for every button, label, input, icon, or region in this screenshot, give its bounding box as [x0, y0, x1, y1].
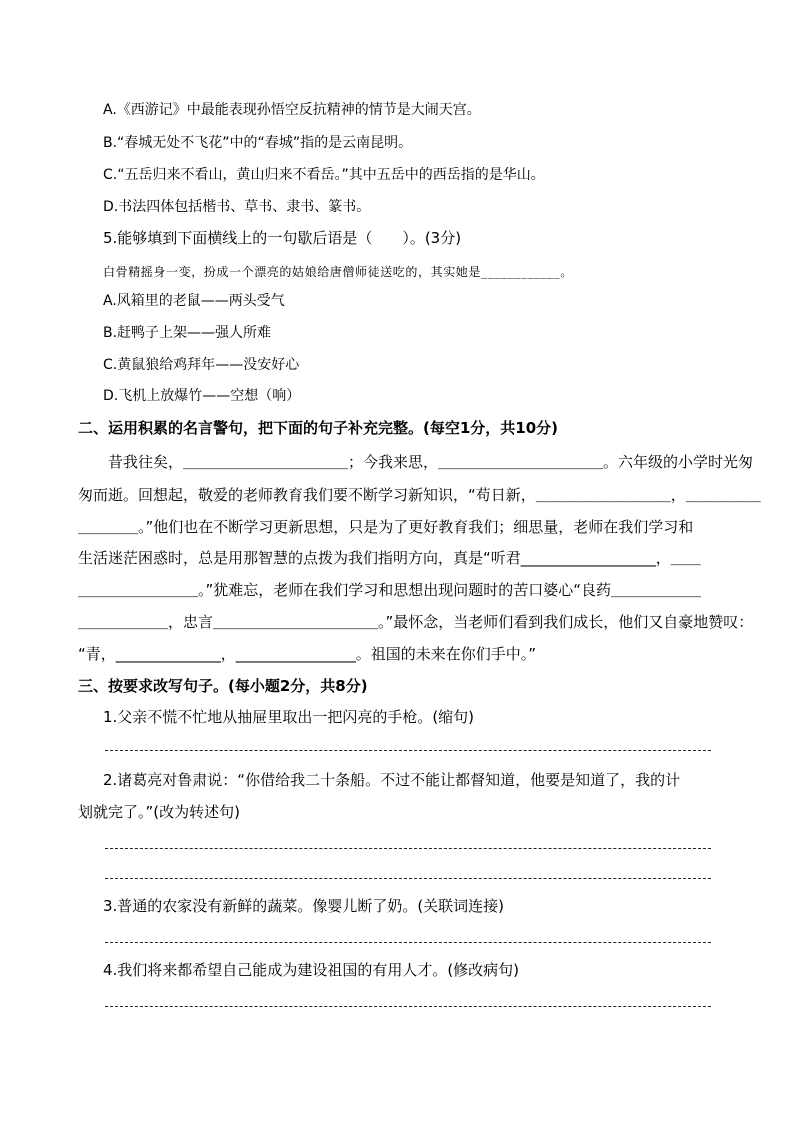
q5-option-d: D.飞机上放爆竹——空想（响） — [103, 388, 301, 404]
section3-q2-line2: 划就完了。”(改为转述句) — [78, 803, 240, 821]
answer-line[interactable] — [105, 878, 711, 879]
q5-option-a: A.风箱里的老鼠——两头受气 — [103, 293, 285, 309]
section2-line: ＿＿＿＿＿＿，忠言＿＿＿＿＿＿＿＿＿＿＿。”最怀念，当老师们看到我们成长，他们又自豪地赞叹： — [78, 613, 754, 631]
q5-option-c: C.黄鼠狼给鸡拜年——没安好心 — [103, 357, 300, 373]
section2-line: ＿＿＿＿。”他们也在不断学习更新思想，只是为了更好教育我们；细思量，老师在我们学习和 — [78, 518, 694, 536]
section3-q3: 3.普通的农家没有新鲜的蔬菜。像婴儿断了奶。(关联词连接) — [103, 897, 505, 915]
section2-line: 生活迷茫困惑时，总是用那智慧的点拨为我们指明方向，真是“听君__________________，＿＿ — [78, 549, 701, 567]
answer-line[interactable] — [105, 848, 711, 849]
section2-line: 匆而逝。回想起，敬爱的老师教育我们要不断学习新知识，“苟日新，＿＿＿＿＿＿＿＿＿，＿＿＿＿＿ — [78, 486, 761, 504]
q5-option-b: B.赶鸭子上架——强人所难 — [103, 325, 272, 341]
section3-title: 三、按要求改写句子。(每小题2分，共8分) — [78, 677, 368, 695]
section2-title: 二、运用积累的名言警句，把下面的句子补充完整。(每空1分，共10分) — [78, 419, 559, 437]
q4-option-b: B.“春城无处不飞花”中的“春城”指的是云南昆明。 — [103, 135, 413, 151]
q4-option-a: A.《西游记》中最能表现孙悟空反抗精神的情节是大闹天宫。 — [103, 102, 481, 118]
q5-sentence: 白骨精摇身一变，扮成一个漂亮的姑娘给唐僧师徒送吃的，其实她是____________。 — [103, 265, 573, 279]
section3-q1: 1.父亲不慌不忙地从抽屉里取出一把闪亮的手枪。(缩句) — [103, 708, 475, 726]
answer-line[interactable] — [105, 942, 711, 943]
answer-line[interactable] — [105, 1006, 711, 1007]
q5-stem: 5.能够填到下面横线上的一句歇后语是（ ）。(3分) — [103, 229, 462, 247]
answer-line[interactable] — [105, 750, 711, 751]
section2-line: 昔我往矣，＿＿＿＿＿＿＿＿＿＿＿；今我来思，＿＿＿＿＿＿＿＿＿＿＿。六年级的小学时光匆 — [78, 453, 754, 471]
section3-q4: 4.我们将来都希望自己能成为建设祖国的有用人才。(修改病句) — [103, 961, 520, 979]
section2-line: “青，______________，________________。祖国的未来在你们手中。” — [78, 645, 537, 663]
section2-line: ＿＿＿＿＿＿＿＿。”犹难忘，老师在我们学习和思想出现问题时的苦口婆心“良药＿＿＿＿＿＿ — [78, 581, 702, 599]
q4-option-c: C.“五岳归来不看山，黄山归来不看岳。”其中五岳中的西岳指的是华山。 — [103, 167, 545, 183]
section3-q2-line1: 2.诸葛亮对鲁肃说：“你借给我二十条船。不过不能让都督知道，他要是知道了，我的计 — [103, 771, 681, 789]
q4-option-d: D.书法四体包括楷书、草书、隶书、篆书。 — [103, 199, 371, 215]
